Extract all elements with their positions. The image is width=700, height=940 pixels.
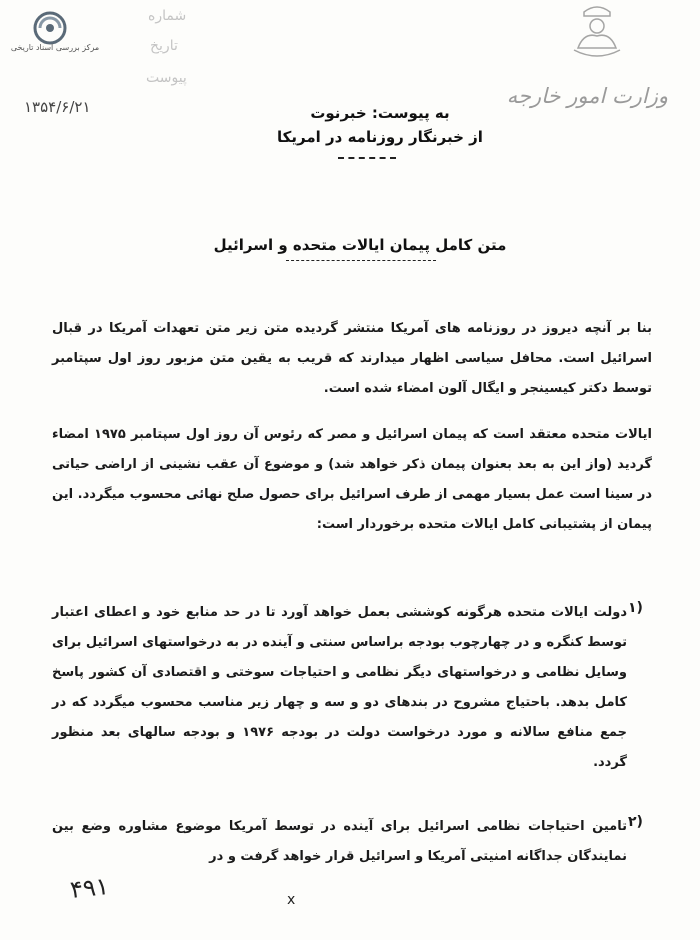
- archive-logo-text: مرکز بررسی اسناد تاریخی: [10, 43, 100, 52]
- handwritten-page-number: ۴۹۱: [68, 872, 111, 904]
- header-line-1: به پیوست: خبرنوت: [310, 104, 450, 122]
- ministry-name: وزارت امور خارجه: [506, 84, 668, 108]
- paragraph-intro: بنا بر آنچه دیروز در روزنامه های آمریکا منتشر گردیده متن زیر متن تعهدات آمریکا در قبال اسرائیل است. محافل سیاسی اظهار میدارند که قریب به یقین متن مزبور روز اول سپتامبر توسط دکتر کیسینجر و ایگال آلون امضاء شده است.: [52, 321, 652, 396]
- field-label-date: تاریخ: [150, 38, 178, 54]
- field-label-attachment: پیوست: [146, 70, 187, 86]
- date-line: ۱۳۵۴/۶/۲۱: [24, 98, 91, 116]
- item-number-1: ۱): [628, 600, 643, 616]
- paragraph-agreement: ایالات متحده معتقد است که پیمان اسرائیل و مصر که رئوس آن روز اول سپتامبر ۱۹۷۵ امضاء گردید (واز این به بعد بعنوان پیمان ذکر خواهد شد) و موضوع آن عقب نشینی از اراضی حیاتی در سینا است عمل بسیار مهمی از طرف اسرائیل برای حصول صلح نهائی محسوب میگردد. این پیمان از پشتیبانی کامل ایالات متحده برخوردار است:: [52, 427, 652, 532]
- bottom-mark: x: [287, 892, 296, 908]
- header-line-2: از خبرنگار روزنامه در امریکا: [277, 128, 483, 146]
- lion-and-sun-emblem-icon: [570, 2, 624, 60]
- paragraph-item-2: تامین احتیاجات نظامی اسرائیل برای آینده در توسط آمریکا موضوع مشاوره وضع بین نمایندگان جداگانه امنیتی آمریکا و اسرائیل قرار خواهد گرفت و در: [52, 819, 627, 864]
- field-label-number: شماره: [148, 8, 187, 24]
- paragraph-item-1: دولت ایالات متحده هرگونه کوششی بعمل خواهد آورد تا در حد منابع خود و اعطای اعتبار توسط کنگره و در چهارچوب بودجه براساس سنتی و آینده در به درخواستهای اسرائیل برای وسایل نظامی و درخواستهای دیگر نظامی و احتیاجات سوختی و اقتصادی آن کشور پاسخ کامل بدهد. باحتیاج مشروح در بندهای دو و سه و چهار زیر مناسب محسوب میگردد که در جمع منافع سالانه و مورد درخواست دولت در بودجه ۱۹۷۶ و بودجه سالهای بعد منظور گردد.: [52, 605, 627, 770]
- header-rule: [338, 157, 396, 159]
- document-title: متن کامل پیمان ایالات متحده و اسرائیل: [213, 236, 507, 254]
- title-underline: [286, 260, 436, 261]
- item-number-2: ۲): [628, 814, 643, 830]
